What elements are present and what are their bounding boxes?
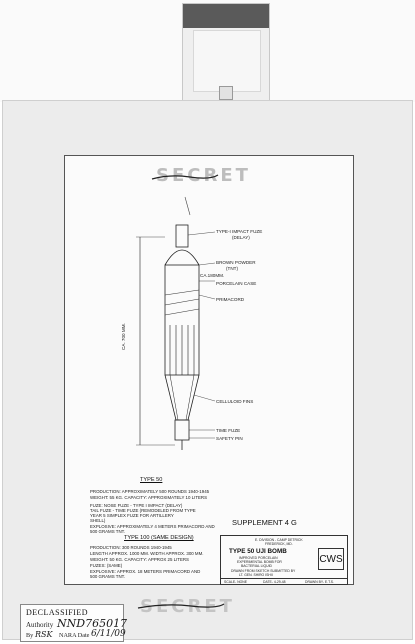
nose-cone [165,250,199,265]
nara-date-value: 6/11/09 [91,629,126,639]
declassified-heading: DECLASSIFIED [26,608,89,617]
type50-line: TAIL FUZE - TIME FUZE (REMODELED FROM TYPE [90,508,196,513]
title-block [220,535,348,585]
label-porcelain: PORCELAIN CASE [216,281,257,286]
type50-line: PRODUCTION: APPROXIMATELY 500 ROUNDS 1940-1945 [90,489,210,494]
declassification-stamp [20,604,128,642]
supplement-label: SUPPLEMENT 4 G [232,518,297,527]
type50-line: WEIGHT: 55 KG. CAPACITY: APPROXIMATELY 10 LITERS [90,495,208,500]
folder-tab-window [193,30,261,92]
label-fins: CELLULOID FINS [216,399,254,404]
tail-fuze [175,420,189,440]
label-fuze: TYPE-I IMPACT FUZE [216,229,263,234]
cws-logo: CWS [318,548,344,570]
type50-line: YEAR 5 SIMPLEX FUZE FOR ARTILLERY [90,513,174,518]
title-divider [221,578,347,579]
type100-line: EXPLOSIVE: APPROX. 18 METERS PRIMACORD AND [90,569,201,574]
ink-strikethrough-bottom [136,600,226,612]
type50-line: EXPLOSIVE: APPROXIMATELY 4 METERS PRIMACORD AND [90,524,215,529]
type50-line: 500 GRAMS TNT. [90,529,126,534]
folder-tab-band [183,4,269,28]
type50-line: SHELL) [90,518,106,523]
label-diameter: CA.180MM. [200,273,225,278]
bomb-diagram [120,195,250,465]
by-label: By [26,632,34,639]
type100-line: PRODUCTION: 300 ROUNDS 1940-1945 [90,545,172,550]
type100-line: WEIGHT: 50 KG. CAPACITY: APPROX 25 LITERS [90,557,189,562]
title-scale: SCALE- NONE [224,580,247,584]
label-time-fuze: TIME FUZE [216,428,241,433]
authority-value: NND765017 [57,617,128,630]
ink-strikethrough-top [150,172,220,182]
title-drawn-by: DRAWN BY- E.T.S. [305,580,334,584]
title-division: E. DIVISION - CAMP DETRICK [255,538,303,542]
title-subtitle2: EXPERIMENTAL BOMB FOR [237,560,282,564]
label-safety-pin: SAFETY PIN [216,436,243,441]
classification-stamp-bottom: SECRET [140,596,235,617]
type100-line: 500 GRAMS TNT. [90,574,126,579]
label-fuze-sub: (DELAY) [232,235,250,240]
title-subtitle1: IMPROVED PORCELAIN [239,556,278,560]
nara-date-label: NARA Date [59,632,90,639]
primacord-spiral [165,290,199,315]
title-date: DATE- 4-29-48 [263,580,286,584]
authority-label: Authority [26,621,54,629]
title-subtitle3: BACTERIAL LIQUID [241,564,272,568]
classification-stamp-top: SECRET [156,165,251,186]
label-brown-powder-sub: (TNT) [226,266,238,271]
title-source1: DRAWN FROM SKETCH SUBMITTED BY [231,569,296,573]
by-value: RSK [35,630,53,639]
tail-cone [165,375,199,420]
folder-tab [182,3,270,102]
label-primacord: PRIMACORD [216,297,245,302]
type100-title: TYPE 100 (SAME DESIGN) [124,535,194,541]
nose-fuze [176,225,188,247]
type100-line: FUZES: (SAME) [90,563,123,568]
folder-tab-notch [219,86,233,100]
title-location: FREDERICK, MD. [265,542,293,546]
title-source2: LT. GEN. SHIRO ISHII [239,573,273,577]
title-main: TYPE 50 UJI BOMB [229,548,287,555]
type50-line: FUZE: NOSE FUZE - TYPE I IMPACT (DELAY) [90,503,183,508]
type100-line: LENGTH APPROX. 1000 MM. WIDTH APPROX. 300 MM. [90,551,204,556]
label-brown-powder: BROWN POWDER [216,260,256,265]
type50-title: TYPE 50 [140,477,163,483]
label-length: CA. 700 MM. [121,323,126,350]
